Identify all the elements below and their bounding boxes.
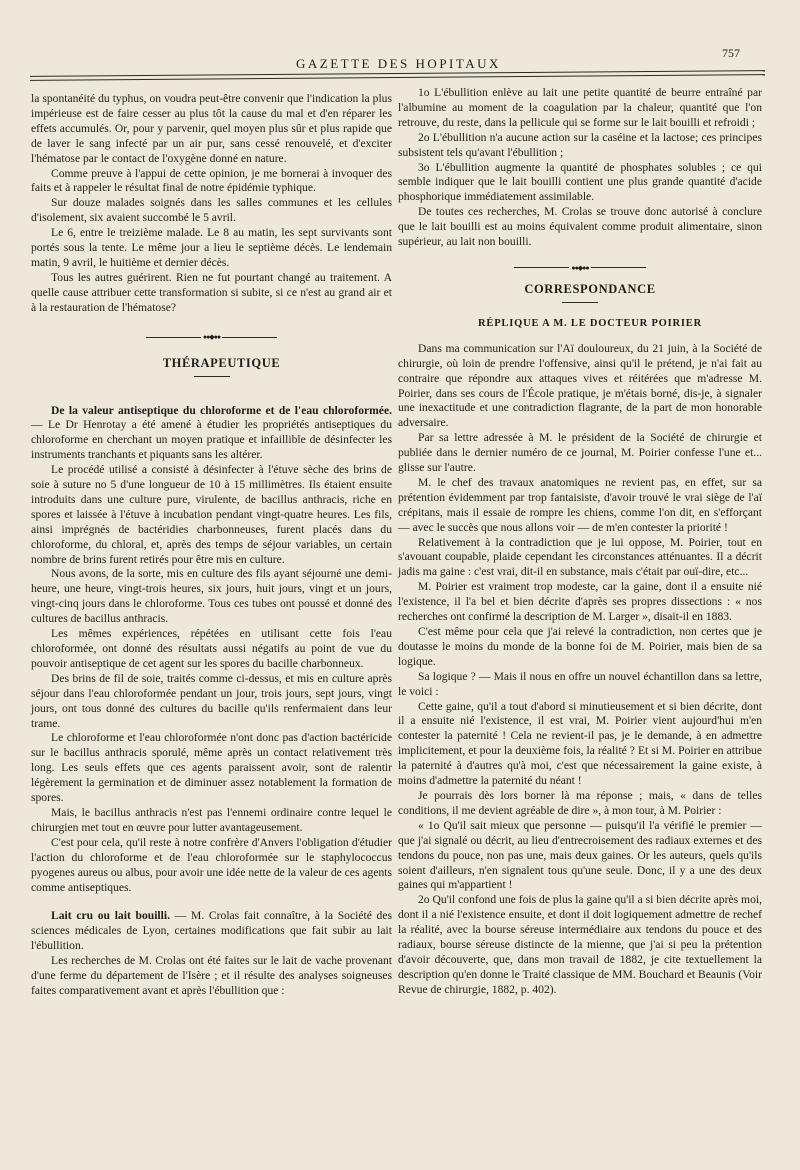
letter-paragraph: Par sa lettre adressée à M. le président de la Société de chirurgie et publiée dans le dernier numéro de ce journal, M. Poirier confesse l'une et... glisse sur l'autre. [398,431,762,475]
lait-result-item: 2o L'ébullition n'a aucune action sur la caséine et la lactose; ces principes subsistent tels qu'avant l'ébullition ; [398,130,762,159]
article-text: — M. Crolas fait connaître, à la Société des sciences médicales de Lyon, certaines modifications que fait subir au lait l'ébullition. [31,909,392,953]
letter-paragraph: Dans ma communication sur l'Aï douloureux, du 21 juin, à la Société de chirurgie, où loin de prendre l'offensive, ainsi qu'il le prétend, je n'ai fait au contraire que répondre aux attaques vives et réitérées que m'adresse M. Poirier, dans ses cours de l'École pratique, je m'étais borné, dis-je, à signaler une inexactitude et une contradiction flagrante, de la part de mon honorable adversaire. [398,341,762,430]
article-paragraph: Nous avons, de la sorte, mis en culture des fils ayant séjourné une demi-heure, une heure, vingt-trois heures, six jours, huit jours, vingt et un jours, vingt-cinq jours dans le chloroforme. Tous ces tubes ont poussé et donné des cultures de bacillus anthracis. [31,567,392,626]
letter-paragraph: Je pourrais dès lors borner là ma réponse ; mais, « dans de telles conditions, il me devient agréable de dire », à mon tour, à M. Poirier : [398,788,762,817]
section-ornament: ●●◆●● [398,260,762,276]
article-paragraph [31,404,392,464]
article-title-chloroforme: De la valeur antiseptique du chloroforme et de l'eau chloroformée. [51,403,392,417]
page-number: 757 [722,46,740,60]
journal-title: GAZETTE DES HOPITAUX [296,56,501,71]
letter-paragraph: « 1o Qu'il sait mieux que personne — puisqu'il l'a vérifié le premier — que j'ai signalé ou décrit, au lieu d'entrecroisement des radiaux externes et des tendons du pouce, non pas une, mais deux gaines. Or les auteurs, quels qu'ils soient d'ailleurs, n'en signalent tous qu'une seule. Donc, il y a une des deux gaines qui m'appartient ! [398,818,762,892]
lait-result-item: 3o L'ébullition augmente la quantité de phosphates solubles ; ce qui semble indiquer que le lait bouilli contient une plus grande quantité d'acide phosphorique immédiatement assimilable. [398,160,762,204]
letter-paragraph: C'est même pour cela que j'ai relevé la contradiction, non certes que je doutasse le moins du monde de la bonne foi de M. Poirier, mais bien de sa logique. [398,625,762,668]
letter-paragraph: M. le chef des travaux anatomiques ne revient pas, en effet, sur sa prétention évidemment par trop fantaisiste, d'avoir trouvé le vrai siège de l'aï crépitans, mais il essaie de rompre les chiens, comme l'on dit, en s'efforçant — avec le succès que nous allons voir — de m'en contester la priorité ! [398,475,762,534]
article-title-lait: Lait cru ou lait bouilli. [51,909,170,923]
article-paragraph: Le chloroforme et l'eau chloroformée n'ont donc pas d'action bactéricide sur le bacillus anthracis sporulé, même après un contact relativement très long. Les seuls effets que ces agents paraissent avoir, sont de ralentir légèrement la germination et de diminuer assez notablement la formation de spores. [31,731,392,805]
article-paragraph: Des brins de fil de soie, traités comme ci-dessus, et mis en culture après séjour dans l'eau chloroformée pendant un jour, trois jours, sept jours, vingt jours, ont tous donné des cultures du bacille qu'ils renfermaient dans leur trame. [31,671,392,730]
letter-paragraph: Sa logique ? — Mais il nous en offre un nouvel échantillon dans sa lettre, le voici : [398,669,762,698]
article-paragraph [31,909,392,954]
article-paragraph: Les mêmes expériences, répétées en utilisant cette fois l'eau chloroformée, ont donné des résultats aussi négatifs au point de vue du pouvoir antiseptique de cet agent sur les spores du bacille charbonneux. [31,627,392,670]
left-column [31,92,392,999]
typhus-paragraph: Sur douze malades soignés dans les salles communes et les cellules d'isolement, six avaient succombé le 5 avril. [31,196,392,225]
section-heading-correspondance: CORRESPONDANCE [524,281,656,296]
section-heading-therapeutique: THÉRAPEUTIQUE [162,355,281,370]
article-paragraph: C'est pour cela, qu'il reste à notre confrère d'Anvers l'obligation d'étudier l'action du chloroforme et de l'eau chloroformée sur le staphylococcus pyogenes aureus ou albus, pour avoir une idée nette de la valeur de ces agents comme antiseptiques. [31,835,392,894]
lait-conclusion: De toutes ces recherches, M. Crolas se trouve donc autorisé à conclure que le lait bouilli est au moins équivalent comme produit alimentaire, sinon supérieur, au lait non bouilli. [398,205,762,249]
right-column [398,86,762,998]
typhus-paragraph: Comme preuve à l'appui de cette opinion, je me bornerai à invoquer des faits et à rappeler le résultat final de notre épidémie typhique. [31,166,392,195]
article-paragraph: Le procédé utilisé a consisté à désinfecter à l'étuve sèche des brins de soie à suture no 5 d'une longueur de 10 à 15 millimètres. Ils étaient ensuite introduits dans une culture pure, virulente, de bacillus anthracis, riche en spores et laissée à l'étuve à incubation pendant vingt-quatre heures. Les fils, ainsi imprégnés de bactéridies charbonneuses, furent placés dans du chloroforme, du chloral, et, après des temps de séjour variables, un certain nombre de brins furent retirés pour être mis en culture. [31,463,392,566]
typhus-paragraph: Tous les autres guérirent. Rien ne fut pourtant changé au traitement. A quelle cause attribuer cette transformation si subite, si ce n'est au grand air et à la restauration de l'hématose? [31,270,392,314]
letter-paragraph: Relativement à la contradiction que je lui oppose, M. Poirier, tout en s'avouant coupable, plaide cependant les circonstances atténuantes. Il a décrit jadis ma gaine : c'est vrai, dit-il en substance, mais c'était par ouï-dire, etc... [398,535,762,579]
article-paragraph: Mais, le bacillus anthracis n'est pas l'ennemi ordinaire contre lequel le chirurgien met tout en œuvre pour lutter avantageusement. [31,805,392,834]
letter-paragraph: 2o Qu'il confond une fois de plus la gaine qu'il a si bien décrite après moi, dont il a nié l'existence ensuite, et dont il doit logiquement admettre de rechef la réalité, avec la bourse séreuse intermédiaire aux tendons du pouce et des radiaux, bourse séreuse distincte de la mienne, que j'ai si peu la prétention d'avoir découverte, que, dans mon travail de 1882, je cite textuellement la description qu'en donne le Traité classique de MM. Bouchard et Beaunis (Voir Revue de chirurgie, 1882, p. 402). [398,893,762,996]
section-ornament: ●●◆●● [31,330,392,346]
letter-paragraph: Cette gaine, qu'il a tout d'abord si minutieusement et si bien décrite, dont il a ensuite nié l'existence, il est vrai, M. Poirier vient aujourd'hui m'en contester la paternité ! Cela ne revient-il pas, je le demande, à en admettre implicitement, et pour la deuxième fois, la réalité ? Et si M. Poirier en attribue la paternité à d'autres qu'à moi, c'est que nécessairement la gaine existe, à moins d'admettre la paternité du néant ! [398,699,762,788]
letter-paragraph: M. Poirier est vraiment trop modeste, car la gaine, dont il a ensuite nié l'existence, il l'a bel et bien décrite d'après ses propres dissections : « nos recherches ont confirmé la description de M. Larger », disait-il en 1883. [398,580,762,624]
lait-result-item: 1o L'ébullition enlève au lait une petite quantité de beurre entraîné par l'albumine au moment de la coagulation par la chaleur, quantité que l'on retrouve, du reste, dans la pellicule qui se forme sur le lait bouilli et refroidi ; [398,86,762,129]
article-paragraph: Les recherches de M. Crolas ont été faites sur le lait de vache provenant d'une ferme du département de l'Isère ; et il résulte des analyses soigneuses faites comparativement avant et après l'ébullition que : [31,954,392,997]
typhus-paragraph: la spontanéité du typhus, on voudra peut-être convenir que l'indication la plus impérieuse est de faire cesser au plus tôt la cause du mal et d'en réparer les effets accumulés. Or, pour y parvenir, quel moyen plus sûr et plus rapide que de laver le sang infecté par un air pur, sans cessé renouvelé, et d'exciter l'hématose par le contact de l'oxygène donné en nature. [31,92,392,165]
article-text: — Le Dr Henrotay a été amené à étudier les propriétés antiseptiques du chloroforme en cherchant un moyen pratique et infaillible de désinfecter les instruments tranchants et piquants sans les altérer. [31,418,392,462]
letter-title: RÉPLIQUE A M. LE DOCTEUR POIRIER [478,317,702,329]
typhus-paragraph: Le 6, entre le treizième malade. Le 8 au matin, les sept survivants sont portés sous la tente. Le même jour a lieu le septième décès. Le lendemain matin, 9 avril, le huitième et dernier décès. [31,226,392,269]
